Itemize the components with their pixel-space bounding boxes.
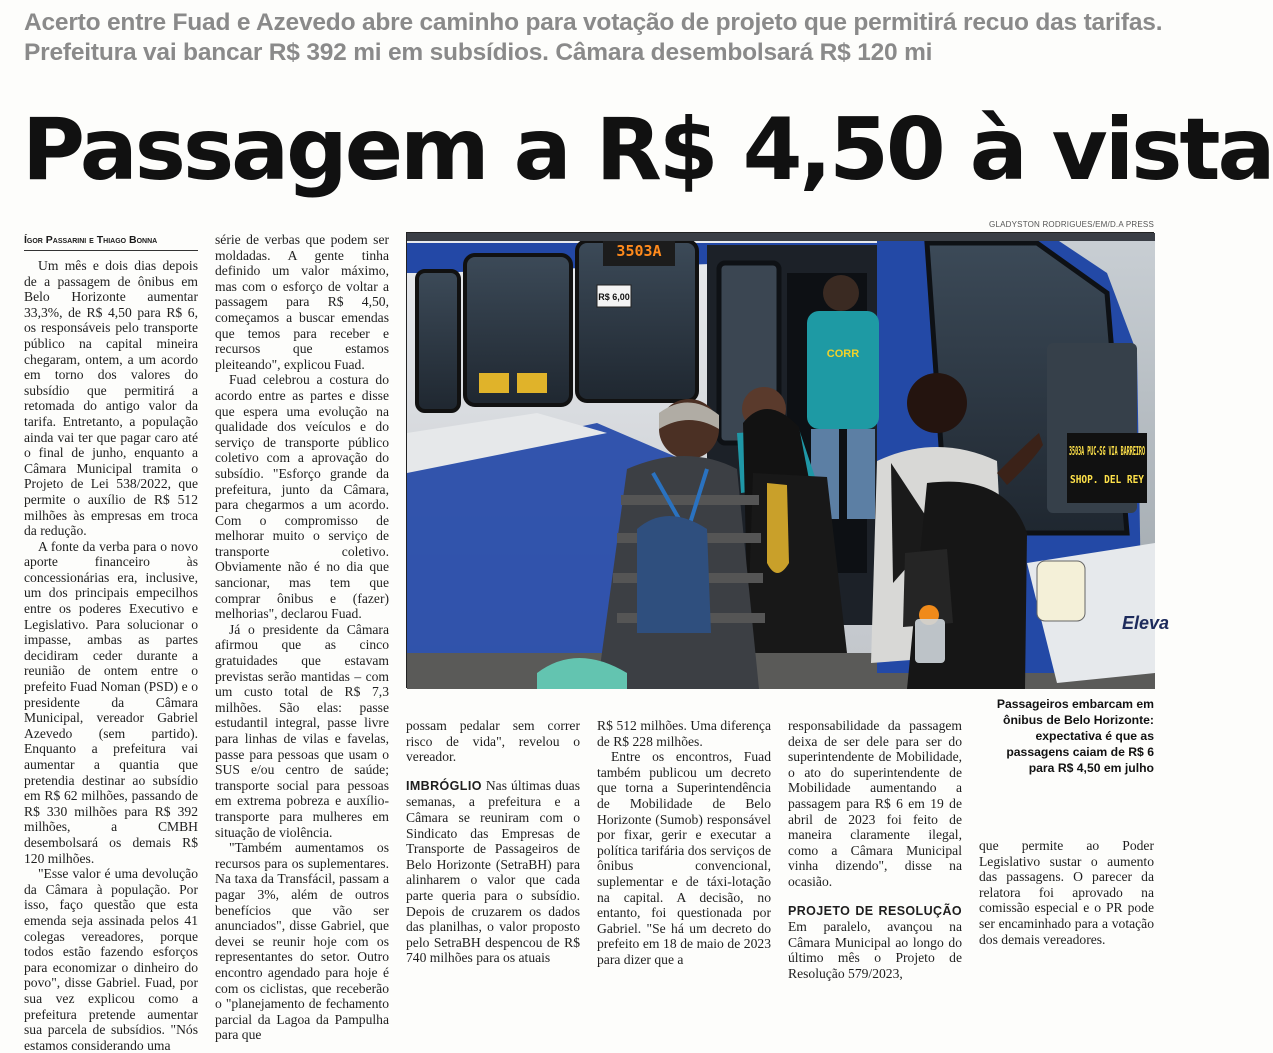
paragraph: R$ 512 milhões. Uma diferença de R$ 228 milhões. [597,718,771,749]
paragraph: Já o presidente da Câmara afirmou que as cinco gratuidades que estavam previstas serão mantidas – com um custo total de R$ 7,3 milhões. São elas: passe estudantil integral, passe livre para linhas de vilas e favelas, passe para pessoas que usam o SUS e/ou centro de saúde; transporte social para pessoas em extrema pobreza e auxílio-transporte para mulheres em situação de violência. [215,621,389,840]
paragraph: Um mês e dois dias depois de a passagem de ônibus em Belo Horizonte aumentar 33,3%, de R$ 4,50 para R$ 6, os responsáveis pelo transporte público na capital mineira chegaram, ontem, a um acordo em torno dos valores do subsídio que permitirá a retomada do antigo valor da tarifa. Entretanto, a população ainda vai ter que pagar caro até o final de junho, enquanto a Câmara Municipal tramita o Projeto de Lei 538/2022, que permite o auxílio de R$ 512 milhões às empresas em troca da redução. [24,258,198,539]
shirt-logo: CORR [826,348,860,360]
bus-side-sign-2: SHOP. DEL REY [1070,473,1145,486]
byline [24,234,198,251]
article-column-6 [979,838,1154,947]
paragraph: possam pedalar sem correr risco de vida", revelou o vereador. [406,718,580,765]
subhead-paragraph [406,778,580,966]
bus-front-sign: 3503A [616,242,662,260]
paragraph: "Também aumentamos os recursos para os suplementares. Na taxa da Transfácil, passam a pagar 3%, além de outros benefícios que vão ser anunciados", disse Gabriel, que devei se reunir hoje com os representantes do setor. Outro encontro agendado para hoje é com os ciclistas, que receberão o "planejamento de fechamento parcial da Lagoa da Pampulha para que [215,840,389,1043]
paragraph: responsabilidade da passagem deixa de ser dele para ser do superintendente de Mobilidade, o ato do superintendente de Mobilidade aumentando a passagem para R$ 6 em 19 de abril de 2023 foi feito de maneira claramente ilegal, como a Câmara Municipal vinha dizendo", disse na ocasião. [788,718,962,889]
bus-boarding-illustration [407,233,1170,689]
news-photo [406,232,1170,688]
article-column-5 [788,718,962,982]
byline-text: Ígor Passarini e Thiago Bonna [24,234,158,246]
photo-credit: GLADYSTON RODRIGUES/EM/D.A PRESS [989,220,1154,229]
paragraph: série de verbas que podem ser moldadas. A gente tinha definido um valor máximo, mas com o esforço de voltar a passagem para R$ 4,50, começamos a buscar emendas que temos para receber e recursos que estamos pleiteando", explicou Fuad. [215,232,389,372]
subhead-imbroglio: IMBRÓGLIO [406,778,482,793]
headline-deck: Acerto entre Fuad e Azevedo abre caminho para votação de projeto que permitirá recuo das tarifas. Prefeitura vai bancar R$ 392 mi em subsídios. Câmara desembolsará R$ 120 mi [24,9,1163,66]
paragraph-text: Em paralelo, avançou na Câmara Municipal ao longo do último mês o Projeto de Resolução 579/2023, [788,919,962,981]
bus-brand: Eleva [1122,613,1170,633]
headline: Passagem a R$ 4,50 à vista [22,100,1273,200]
article-column-4 [597,718,771,968]
subhead-paragraph [788,903,962,982]
paragraph: Fuad celebrou a costura do acordo entre as partes e disse que espera uma evolução na qualidade dos veículos e do serviço de transporte público coletivo com a aprovação do subsídio. "Esforço grande da prefeitura, junto da Câmara, para chegarmos a um acordo. Com o compromisso de melhorar muito o serviço de transporte coletivo. Obviamente não é no dia que sancionar, mas tem que comprar ônibus e (fazer) melhorias", declarou Fuad. [215,372,389,622]
article-column-3 [406,718,580,966]
photo-caption: Passageiros embarcam em ônibus de Belo Horizonte: expectativa é que as passagens caiam de R$ 6 para R$ 4,50 em julho [996,697,1154,775]
article-column-2 [215,232,389,1043]
paragraph-text: Nas últimas duas semanas, a prefeitura e a Câmara se reuniram com o Sindicato das Empresas de Transporte de Passageiros de Belo Horizonte (SetraBH) para alinharem o valor que cada parte queria para o subsídio. Depois de cruzarem os dados das planilhas, o valor proposto pelo SetraBH despencou de R$ 740 milhões para os atuais [406,777,580,966]
paragraph: Entre os encontros, Fuad também publicou um decreto que torna a Superintendência de Mobilidade de Belo Horizonte (Sumob) responsável por fixar, gerir e executar a política tarifária dos serviços de ônibus convencional, suplementar e de táxi-lotação na capital. A decisão, no entanto, foi questionada por Gabriel. "Se há um decreto do prefeito em 18 de maio de 2023 para dizer que a [597,749,771,967]
bus-price-tag: R$ 6,00 [598,292,630,302]
paragraph: "Esse valor é uma devolução da Câmara à população. Por isso, faço questão que esta emenda seja assinada pelos 41 colegas vereadores, porque todos estão fazendo esforços para economizar o dinheiro do povo", disse Gabriel. Fuad, por sua vez explicou como a prefeitura pretende aumentar sua parcela de subsídios. "Nós estamos considerando uma [24,866,198,1053]
paragraph: que permite ao Poder Legislativo sustar o aumento das passagens. O parecer da relatora foi aprovado na comissão especial e o PR pode ser encaminhado para a votação dos demais vereadores. [979,838,1154,947]
paragraph: A fonte da verba para o novo aporte financeiro às concessionárias era, inclusive, um dos principais empecilhos entre os poderes Executivo e Legislativo. Para solucionar o impasse, ambas as partes decidiram ceder durante a reunião de ontem entre o prefeito Fuad Noman (PSD) e o presidente da Câmara Municipal, vereador Gabriel Azevedo (sem partido). Enquanto a prefeitura vai aumentar a quantia que pretendia destinar ao subsídio em R$ 62 milhões, passando de R$ 330 milhões para R$ 392 milhões, a CMBH desembolsará os demais R$ 120 milhões. [24,538,198,866]
bus-side-sign: 3503A PUC-SG VIA BARREIRO [1069,444,1145,458]
subhead-projeto: PROJETO DE RESOLUÇÃO [788,903,962,918]
article-column-1 [24,258,198,1053]
